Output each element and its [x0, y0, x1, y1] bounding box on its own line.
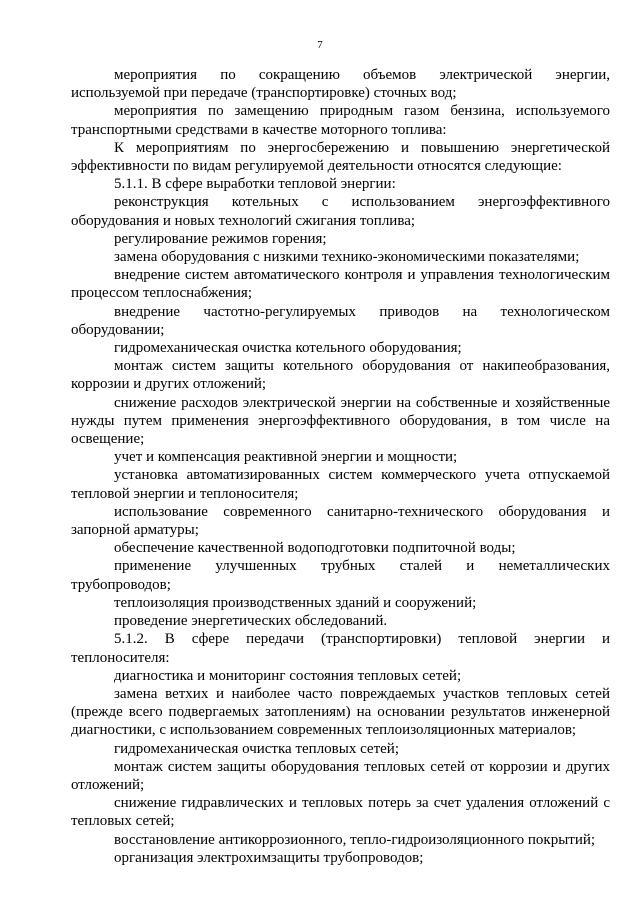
paragraph: [71, 394, 610, 449]
paragraph: [71, 303, 610, 339]
paragraph-line: (прежде всего подвергаемых затоплениям) на основании результатов инженерной: [71, 704, 610, 721]
paragraph-line: использование современного санитарно-технического оборудования и: [114, 503, 610, 520]
paragraph: [71, 339, 610, 357]
paragraph-line: мероприятия по сокращению объемов электрической энергии,: [114, 67, 610, 83]
paragraph: [71, 266, 610, 302]
paragraph-line: тепловых сетей;: [71, 813, 175, 830]
paragraph-line: нужды путем применения энергоэффективного оборудования, в том числе на: [71, 412, 610, 429]
paragraph: [71, 740, 610, 758]
paragraph-line: гидромеханическая очистка тепловых сетей;: [114, 740, 399, 757]
paragraph-line: снижение расходов электрической энергии на собственные и хозяйственные: [114, 394, 610, 411]
paragraph: [71, 849, 610, 867]
paragraph-line: замена оборудования с низкими технико-экономическими показателями;: [114, 249, 580, 266]
paragraph-line: коррозии и других отложений;: [71, 376, 267, 393]
paragraph: [71, 539, 610, 557]
paragraph-line: реконструкция котельных с использованием энергоэффективного: [114, 194, 610, 211]
paragraph-line: проведение энергетических обследований.: [114, 613, 388, 630]
paragraph: [71, 448, 610, 466]
document-body: [71, 66, 610, 867]
paragraph: [71, 831, 610, 849]
paragraph-line: теплоносителя:: [71, 649, 170, 666]
paragraph-line: обеспечение качественной водоподготовки подпиточной воды;: [114, 540, 516, 557]
paragraph: [71, 230, 610, 248]
paragraph-line: учет и компенсация реактивной энергии и мощности;: [114, 449, 458, 466]
paragraph-line: восстановление антикоррозионного, тепло-гидроизоляционного покрытий;: [114, 831, 596, 848]
paragraph: [71, 667, 610, 685]
paragraph: [71, 466, 610, 502]
paragraph: [71, 612, 610, 630]
paragraph: [71, 102, 610, 138]
paragraph-line: диагностики, с использованием современных теплоизоляционных материалов;: [71, 722, 577, 739]
paragraph: [71, 758, 610, 794]
paragraph-line: транспортными средствами в качестве моторного топлива:: [71, 121, 447, 138]
paragraph: [71, 503, 610, 539]
paragraph: [71, 594, 610, 612]
paragraph-line: процессом теплоснабжения;: [71, 285, 253, 302]
page-number: 7: [317, 39, 323, 51]
paragraph-line: монтаж систем защиты оборудования тепловых сетей от коррозии и других: [114, 758, 610, 775]
paragraph: [71, 248, 610, 266]
paragraph-line: оборудовании;: [71, 321, 165, 338]
paragraph-line: замена ветхих и наиболее часто повреждаемых участков тепловых сетей: [114, 685, 610, 702]
paragraph: [71, 794, 610, 830]
paragraph: [71, 175, 610, 193]
paragraph-line: снижение гидравлических и тепловых потерь за счет удаления отложений с: [114, 795, 610, 812]
paragraph: [71, 357, 610, 393]
paragraph-line: установка автоматизированных систем коммерческого учета отпускаемой: [114, 467, 610, 484]
paragraph-line: применение улучшенных трубных сталей и неметаллических: [114, 558, 610, 575]
paragraph-line: диагностика и мониторинг состояния тепловых сетей;: [114, 667, 462, 684]
paragraph-line: трубопроводов;: [71, 576, 171, 593]
paragraph: [71, 630, 610, 666]
paragraph-line: 5.1.1. В сфере выработки тепловой энергии:: [114, 176, 396, 193]
paragraph-line: оборудования и новых технологий сжигания топлива;: [71, 212, 416, 229]
paragraph-line: регулирование режимов горения;: [114, 230, 327, 247]
paragraph: [71, 557, 610, 593]
paragraph-line: внедрение частотно-регулируемых приводов на технологическом: [114, 303, 610, 320]
paragraph-line: запорной арматуры;: [71, 522, 199, 539]
paragraph: [71, 685, 610, 740]
paragraph-line: мероприятия по замещению природным газом бензина, используемого: [114, 103, 610, 120]
paragraph: [71, 193, 610, 229]
paragraph-line: используемой при передаче (транспортировке) сточных вод;: [71, 85, 457, 102]
paragraph-line: 5.1.2. В сфере передачи (транспортировки) тепловой энергии и: [114, 631, 610, 648]
paragraph-line: тепловой энергии и теплоносителя;: [71, 485, 299, 502]
paragraph-line: эффективности по видам регулируемой деятельности относятся следующие:: [71, 158, 562, 175]
paragraph-line: организация электрохимзащиты трубопроводов;: [114, 849, 424, 866]
paragraph-line: внедрение систем автоматического контроля и управления технологическим: [114, 267, 610, 284]
paragraph-line: отложений;: [71, 776, 145, 793]
paragraph: [71, 66, 610, 102]
paragraph-line: освещение;: [71, 431, 145, 448]
paragraph: [71, 139, 610, 175]
paragraph-line: К мероприятиям по энергосбережению и повышению энергетической: [114, 139, 610, 156]
paragraph-line: гидромеханическая очистка котельного оборудования;: [114, 340, 462, 357]
paragraph-line: монтаж систем защиты котельного оборудования от накипеобразования,: [114, 358, 610, 375]
paragraph-line: теплоизоляция производственных зданий и сооружений;: [114, 594, 477, 611]
